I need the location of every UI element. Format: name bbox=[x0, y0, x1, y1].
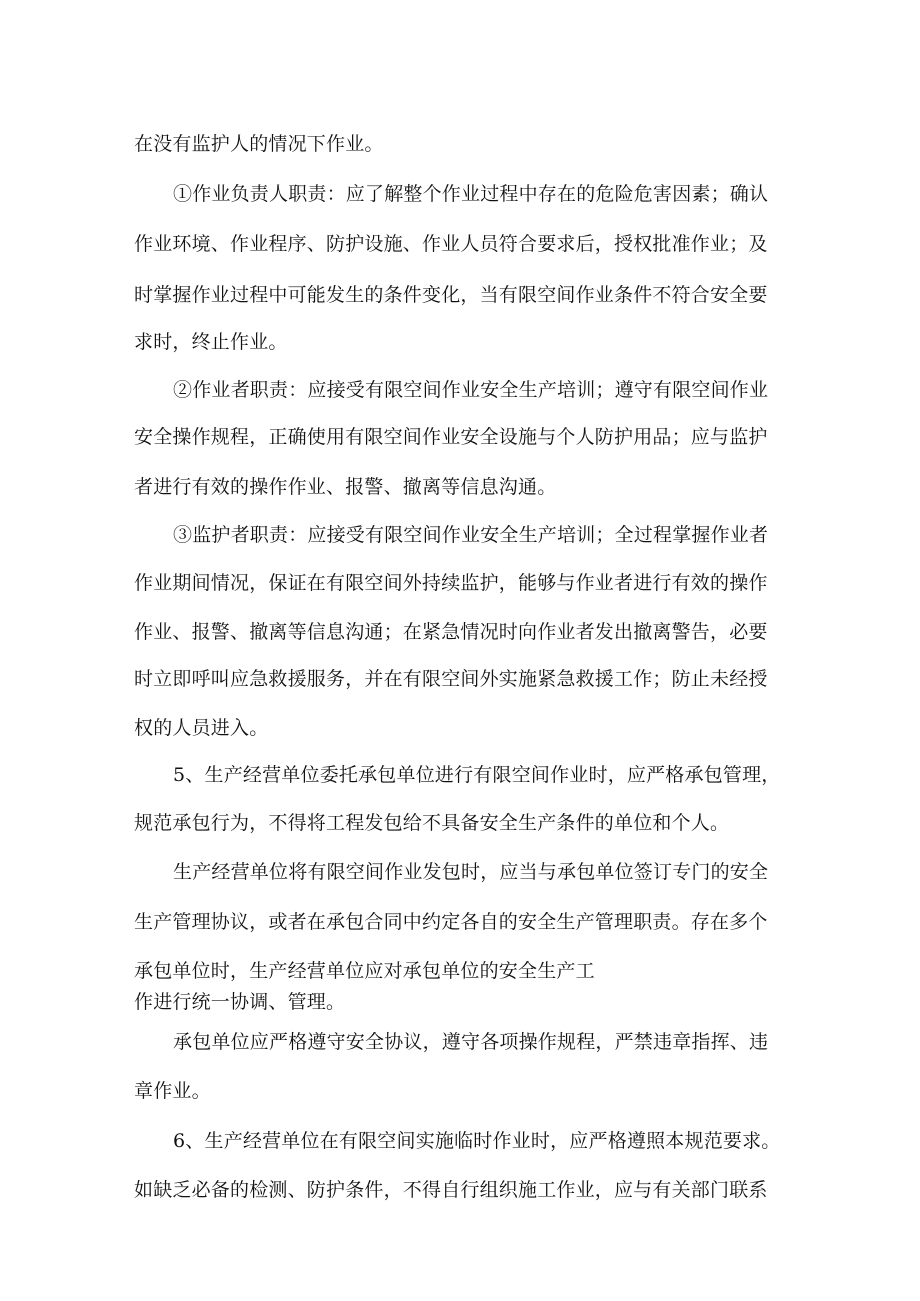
text-line: 作业、报警、撤离等信息沟通；在紧急情况时向作业者发出撤离警告，必要 bbox=[134, 621, 768, 643]
text-line: ③监护者职责：应接受有限空间作业安全生产培训；全过程掌握作业者 bbox=[173, 524, 769, 546]
text-line: 规范承包行为，不得将工程发包给不具备安全生产条件的单位和个人。 bbox=[134, 812, 730, 834]
text-line: 时立即呼叫应急救援服务，并在有限空间外实施紧急救援工作；防止未经授 bbox=[134, 668, 768, 690]
text-line: 承包单位应严格遵守安全协议，遵守各项操作规程，严禁违章指挥、违 bbox=[173, 1031, 769, 1053]
text-line: 章作业。 bbox=[134, 1080, 211, 1102]
text-line: 作业期间情况，保证在有限空间外持续监护，能够与作业者进行有效的操作 bbox=[134, 572, 768, 594]
text-line: 者进行有效的操作作业、报警、撤离等信息沟通。 bbox=[134, 476, 557, 498]
text-line: 时掌握作业过程中可能发生的条件变化，当有限空间作业条件不符合安全要 bbox=[134, 284, 768, 306]
text-line: ②作业者职责：应接受有限空间作业安全生产培训；遵守有限空间作业 bbox=[173, 379, 769, 401]
text-line: 在没有监护人的情况下作业。 bbox=[134, 133, 384, 155]
text-line: 承包单位时，生产经营单位应对承包单位的安全生产工 bbox=[134, 960, 595, 982]
text-line: 如缺乏必备的检测、防护条件，不得自行组织施工作业，应与有关部门联系 bbox=[134, 1179, 768, 1201]
text-line: 求时，终止作业。 bbox=[134, 331, 288, 353]
text-line: 5、生产经营单位委托承包单位进行有限空间作业时，应严格承包管理， bbox=[173, 764, 781, 786]
text-line: 作进行统一协调、管理。 bbox=[134, 991, 346, 1013]
text-line: 6、生产经营单位在有限空间实施临时作业时，应严格遵照本规范要求。 bbox=[173, 1130, 781, 1152]
text-line: 作业环境、作业程序、防护设施、作业人员符合要求后，授权批准作业；及 bbox=[134, 233, 768, 255]
text-line: ①作业负责人职责：应了解整个作业过程中存在的危险危害因素；确认 bbox=[173, 183, 769, 205]
text-line: 生产经营单位将有限空间作业发包时，应当与承包单位签订专门的安全 bbox=[173, 861, 769, 883]
text-line: 生产管理协议，或者在承包合同中约定各自的安全生产管理职责。存在多个 bbox=[134, 911, 768, 933]
text-line: 权的人员进入。 bbox=[134, 717, 269, 739]
text-line: 安全操作规程，正确使用有限空间作业安全设施与个人防护用品；应与监护 bbox=[134, 426, 768, 448]
